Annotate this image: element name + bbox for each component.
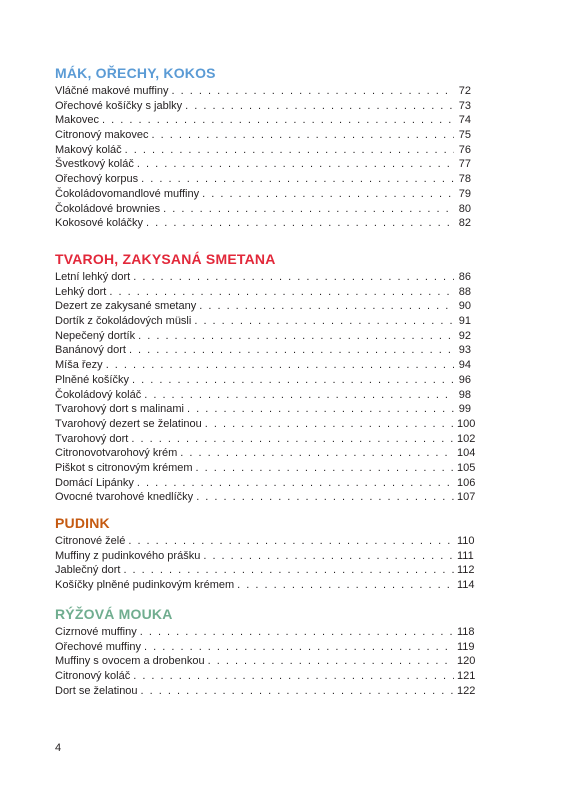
- entry-page-number: 111: [457, 549, 474, 562]
- entry-title: Tvarohový dezert se želatinou: [55, 417, 202, 430]
- dot-leader: [187, 402, 454, 417]
- entry-title: Muffiny s ovocem a drobenkou: [55, 655, 205, 668]
- toc-entry[interactable]: [55, 534, 475, 549]
- dot-leader: [123, 563, 454, 578]
- dot-leader: [194, 314, 454, 329]
- dot-leader: [205, 417, 454, 432]
- toc-entry[interactable]: [55, 172, 471, 187]
- toc-entry[interactable]: [55, 446, 476, 461]
- entry-page-number: 112: [457, 564, 475, 577]
- dot-leader: [109, 285, 454, 300]
- entry-page-number: 82: [458, 217, 471, 230]
- entry-title: Citronový koláč: [55, 670, 131, 683]
- entry-title: Piškot s citronovým krémem: [55, 461, 193, 474]
- entry-page-number: 77: [458, 158, 471, 171]
- toc-entry[interactable]: [55, 373, 471, 388]
- dot-leader: [137, 157, 454, 172]
- entry-page-number: 94: [458, 359, 471, 372]
- entry-title: Tvarohový dort: [55, 432, 129, 445]
- entry-title: Ovocné tvarohové knedlíčky: [55, 491, 194, 504]
- entry-title: Citronový makovec: [55, 129, 149, 142]
- toc-entry[interactable]: [55, 285, 471, 300]
- toc-entry[interactable]: [55, 388, 471, 403]
- page-number: 4: [55, 742, 62, 754]
- dot-leader: [196, 490, 454, 505]
- toc-entry[interactable]: [55, 669, 476, 684]
- toc-entry[interactable]: [55, 270, 471, 285]
- entry-page-number: 100: [457, 417, 476, 430]
- dot-leader: [172, 84, 454, 99]
- toc-entry[interactable]: [55, 187, 471, 202]
- dot-leader: [163, 202, 454, 217]
- dot-leader: [132, 373, 454, 388]
- section-heading: TVAROH, ZAKYSANÁ SMETANA: [55, 251, 276, 267]
- toc-entry[interactable]: [55, 216, 471, 231]
- entry-title: Ořechový korpus: [55, 173, 139, 186]
- entry-title: Makovec: [55, 114, 100, 127]
- entry-page-number: 72: [458, 85, 471, 97]
- toc-entry[interactable]: [55, 128, 471, 143]
- entry-page-number: 92: [458, 329, 471, 342]
- entry-title: Nepečený dortík: [55, 329, 136, 342]
- entry-page-number: 86: [458, 271, 471, 283]
- entry-page-number: 88: [458, 285, 471, 298]
- toc-entry[interactable]: [55, 157, 471, 172]
- toc-entry[interactable]: [55, 684, 476, 699]
- dot-leader: [133, 669, 454, 684]
- entry-page-number: 104: [457, 447, 476, 460]
- entry-title: Košíčky plněné pudinkovým krémem: [55, 579, 235, 592]
- toc-entry[interactable]: [55, 625, 475, 640]
- entry-title: Švestkový koláč: [55, 158, 134, 171]
- dot-leader: [102, 113, 454, 128]
- dot-leader: [196, 461, 454, 476]
- entry-title: Míša řezy: [55, 359, 103, 372]
- entry-title: Banánový dort: [55, 344, 126, 357]
- entry-title: Dezert ze zakysané smetany: [55, 300, 197, 313]
- entry-page-number: 102: [457, 432, 476, 445]
- toc-entry[interactable]: [55, 432, 476, 447]
- entry-title: Tvarohový dort s malinami: [55, 403, 184, 416]
- entry-page-number: 96: [458, 373, 471, 386]
- dot-leader: [144, 388, 454, 403]
- toc-entry[interactable]: [55, 549, 474, 564]
- dot-leader: [203, 549, 454, 564]
- entry-title: Kokosové koláčky: [55, 217, 144, 230]
- entry-page-number: 107: [457, 491, 476, 504]
- toc-entry[interactable]: [55, 417, 476, 432]
- dot-leader: [141, 684, 454, 699]
- entry-title: Citronové želé: [55, 535, 126, 547]
- dot-leader: [180, 446, 454, 461]
- toc-entry[interactable]: [55, 299, 471, 314]
- entry-title: Ořechové košíčky s jablky: [55, 99, 183, 112]
- entry-title: Čokoládové brownies: [55, 202, 161, 215]
- entry-title: Domácí Lipánky: [55, 476, 134, 489]
- toc-entry[interactable]: [55, 314, 471, 329]
- entry-page-number: 74: [458, 114, 471, 127]
- section-heading: RÝŽOVÁ MOUKA: [55, 606, 173, 622]
- toc-entry[interactable]: [55, 461, 476, 476]
- dot-leader: [106, 358, 454, 373]
- toc-entry[interactable]: [55, 402, 471, 417]
- entry-page-number: 99: [458, 403, 471, 416]
- section-heading: PUDINK: [55, 515, 110, 531]
- entry-title: Čokoládovomandlové muffiny: [55, 187, 200, 200]
- entry-page-number: 106: [457, 476, 476, 489]
- toc-entry[interactable]: [55, 476, 476, 491]
- dot-leader: [133, 270, 454, 285]
- entry-page-number: 78: [458, 173, 471, 186]
- entry-title: Čokoládový koláč: [55, 388, 142, 401]
- entry-page-number: 119: [457, 640, 475, 653]
- toc-entry[interactable]: [55, 490, 476, 505]
- dot-leader: [237, 578, 454, 593]
- toc-entry[interactable]: [55, 202, 471, 217]
- toc-entry[interactable]: [55, 329, 471, 344]
- toc-entry[interactable]: [55, 84, 471, 99]
- entry-title: Vláčné makové muffiny: [55, 85, 169, 97]
- entry-page-number: 76: [458, 143, 471, 156]
- dot-leader: [138, 329, 454, 344]
- entry-title: Dortík z čokoládových müsli: [55, 315, 192, 328]
- toc-entry[interactable]: [55, 640, 475, 655]
- toc-entry[interactable]: [55, 578, 475, 593]
- entry-page-number: 120: [457, 655, 476, 668]
- entry-page-number: 80: [458, 202, 471, 215]
- dot-leader: [125, 143, 454, 158]
- toc-section: [55, 62, 471, 231]
- entry-page-number: 121: [457, 670, 476, 683]
- dot-leader: [129, 343, 454, 358]
- dot-leader: [141, 172, 454, 187]
- entry-page-number: 73: [458, 99, 471, 112]
- entry-page-number: 93: [458, 344, 471, 357]
- entry-page-number: 90: [458, 300, 471, 313]
- entry-title: Ořechové muffiny: [55, 640, 142, 653]
- toc-entry[interactable]: [55, 654, 476, 669]
- entry-title: Citronovotvarohový krém: [55, 447, 178, 460]
- toc-entry[interactable]: [55, 143, 471, 158]
- dot-leader: [185, 99, 454, 114]
- dot-leader: [208, 654, 454, 669]
- entry-title: Cizrnové muffiny: [55, 626, 137, 638]
- entry-title: Lehký dort: [55, 285, 107, 298]
- dot-leader: [128, 534, 454, 549]
- toc-entry[interactable]: [55, 99, 471, 114]
- toc-section: [55, 512, 475, 593]
- entry-page-number: 75: [458, 129, 471, 142]
- entry-page-number: 114: [457, 579, 475, 592]
- entry-page-number: 118: [457, 626, 475, 638]
- toc-entry[interactable]: [55, 563, 475, 578]
- dot-leader: [144, 640, 454, 655]
- entry-title: Makový koláč: [55, 143, 122, 156]
- dot-leader: [202, 187, 454, 202]
- dot-leader: [140, 625, 454, 640]
- entry-page-number: 122: [457, 684, 476, 697]
- entry-title: Letní lehký dort: [55, 271, 131, 283]
- dot-leader: [146, 216, 454, 231]
- toc-entry[interactable]: [55, 358, 471, 373]
- entry-title: Plněné košíčky: [55, 373, 129, 386]
- dot-leader: [137, 476, 454, 491]
- dot-leader: [199, 299, 454, 314]
- toc-section: [55, 248, 476, 505]
- entry-page-number: 110: [457, 535, 475, 547]
- entry-page-number: 91: [458, 315, 471, 328]
- entry-title: Jablečný dort: [55, 564, 121, 577]
- entry-page-number: 79: [458, 187, 471, 200]
- dot-leader: [131, 432, 454, 447]
- entry-title: Muffiny z pudinkového prášku: [55, 549, 201, 562]
- entry-title: Dort se želatinou: [55, 684, 138, 697]
- dot-leader: [152, 128, 454, 143]
- section-heading: MÁK, OŘECHY, KOKOS: [55, 65, 216, 81]
- toc-entry[interactable]: [55, 113, 471, 128]
- toc-section: [55, 603, 476, 698]
- toc-entry[interactable]: [55, 343, 471, 358]
- entry-page-number: 105: [457, 461, 476, 474]
- entry-page-number: 98: [458, 388, 471, 401]
